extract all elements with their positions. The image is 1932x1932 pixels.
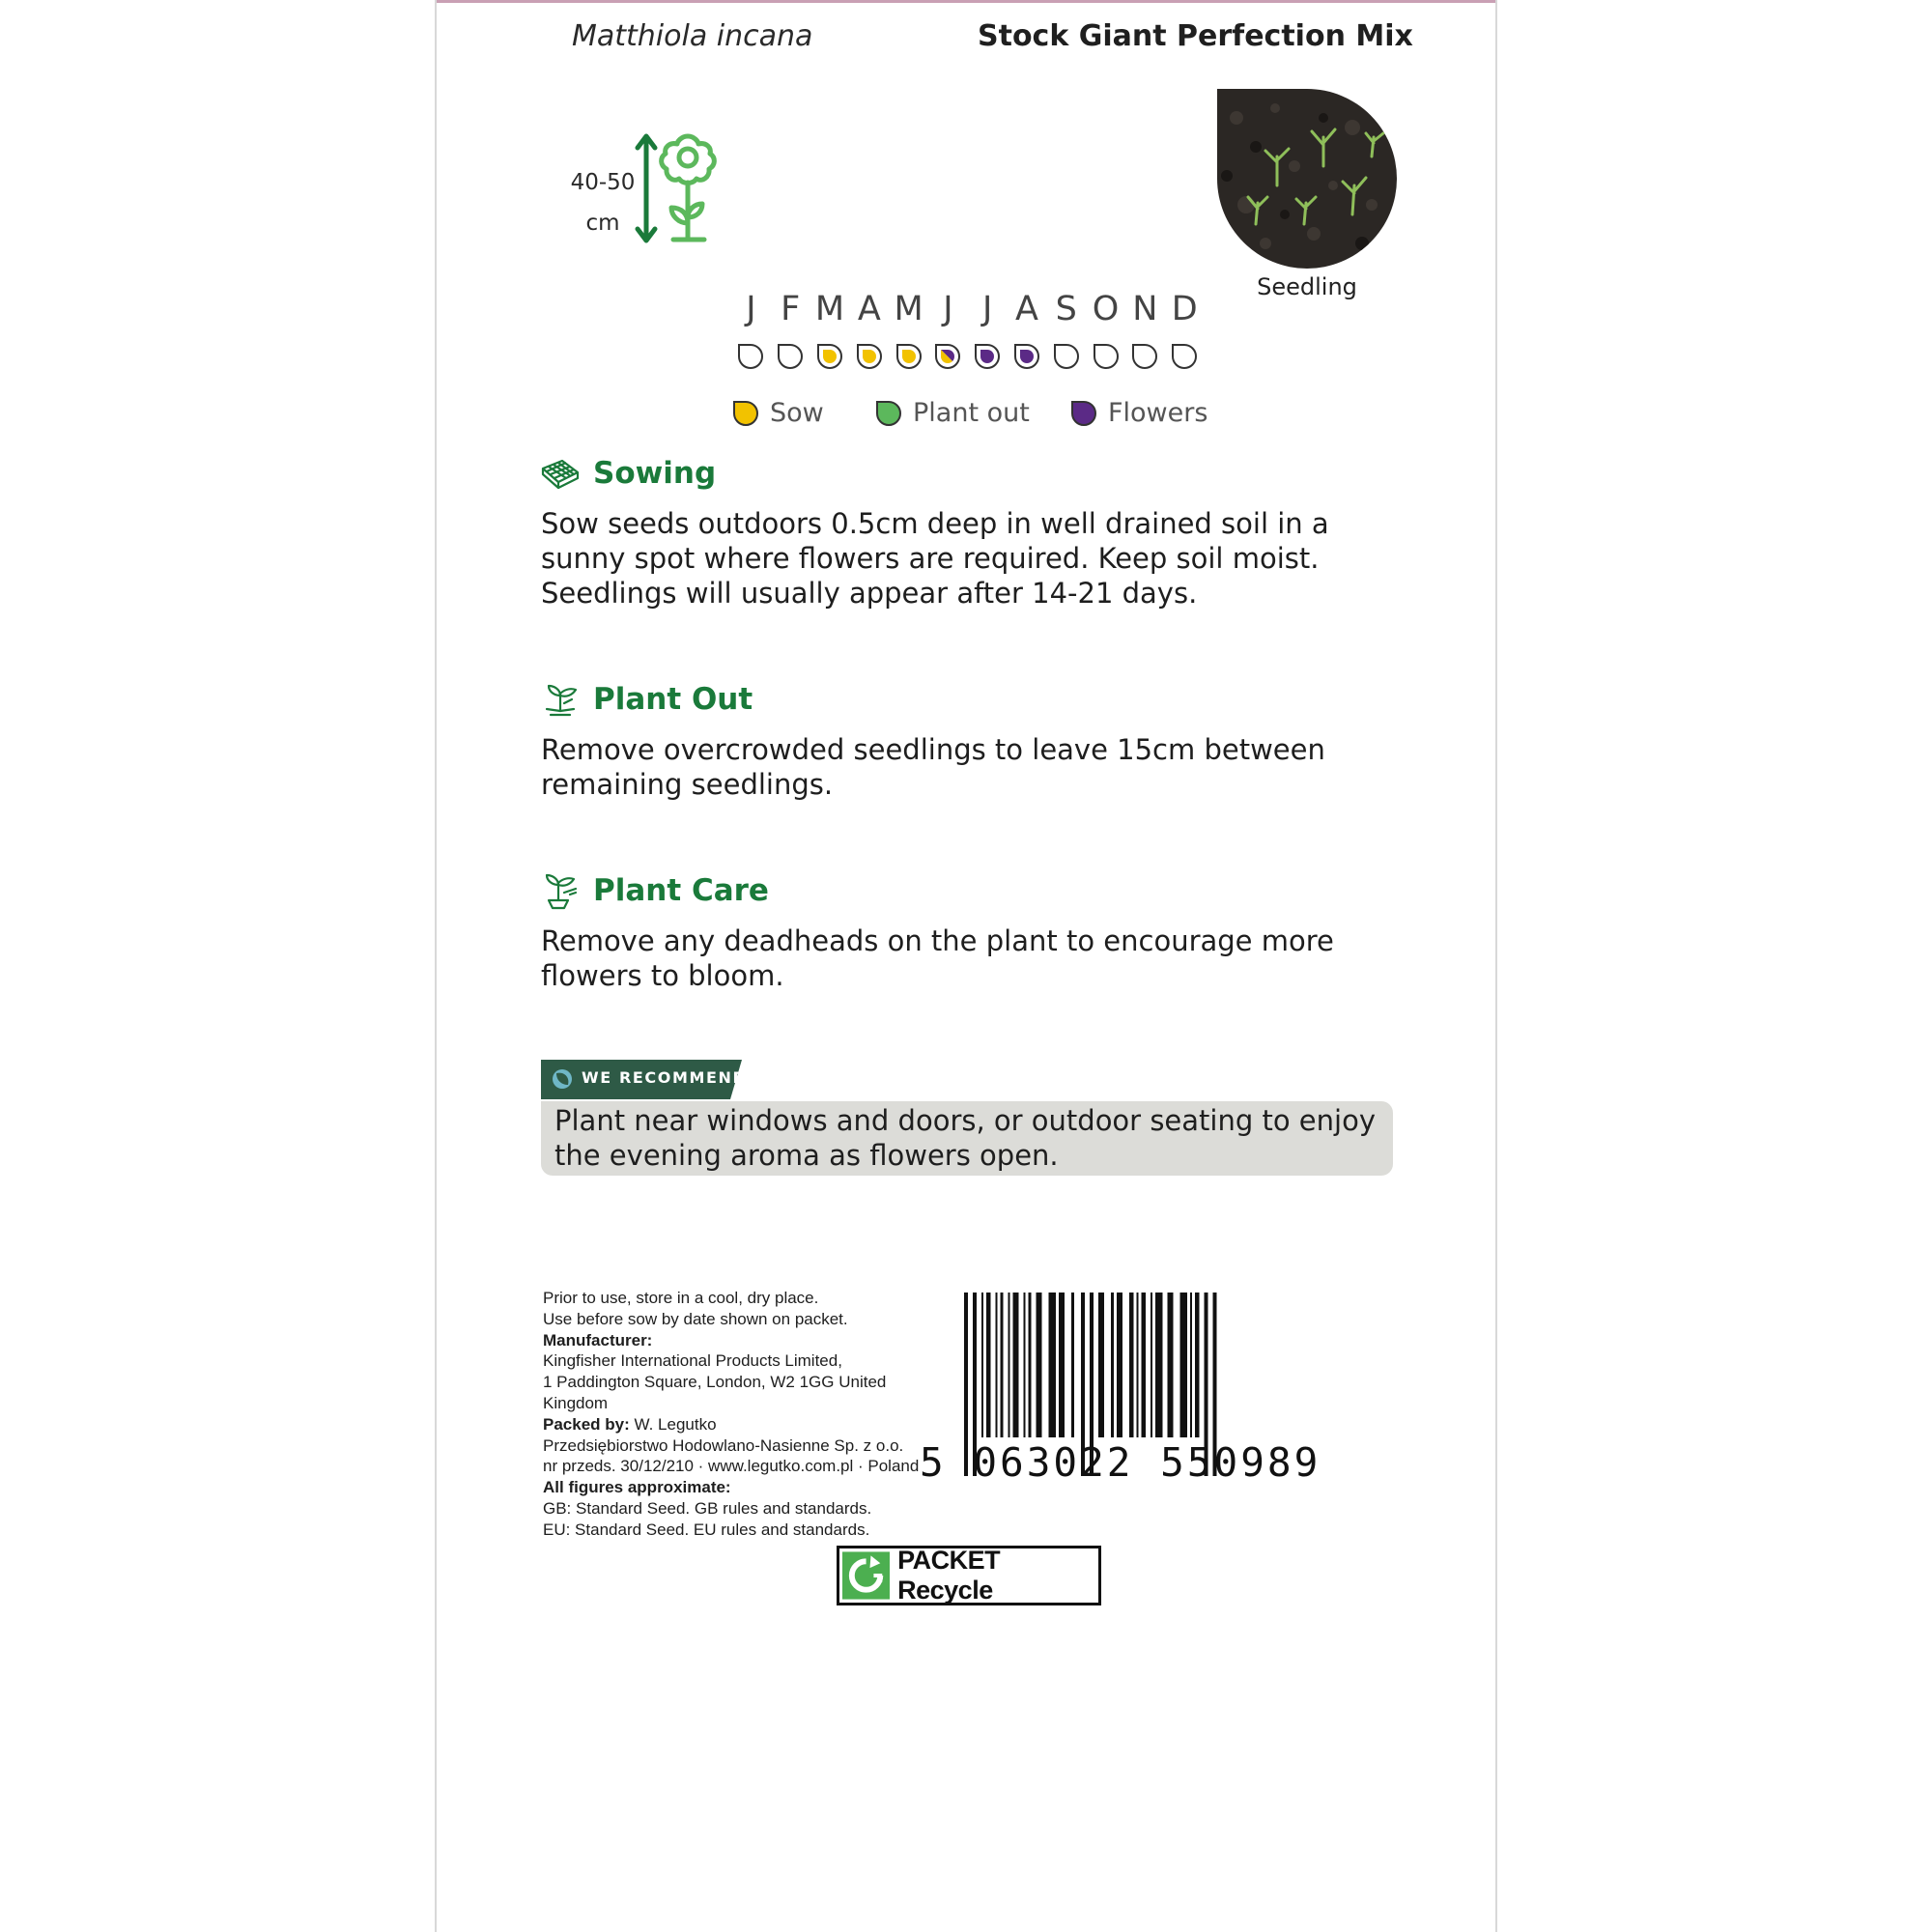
seed-tray-icon (541, 457, 580, 490)
recycle-label: PACKET Recycle (897, 1546, 1001, 1605)
barcode-bar (1180, 1293, 1188, 1437)
plant-care-title: Plant Care (593, 873, 769, 908)
drop-icon (1130, 342, 1159, 371)
sprout-icon (541, 680, 580, 719)
flower-height-icon (635, 130, 731, 246)
calendar-drops (731, 340, 1205, 373)
barcode-bar (1190, 1293, 1192, 1437)
month-label: J (982, 290, 993, 328)
barcode-bar (986, 1293, 991, 1437)
month-drop (849, 340, 889, 373)
sow-drop-icon (731, 399, 760, 428)
month-drop (968, 340, 1008, 373)
seedling-caption: Seedling (1257, 273, 1357, 300)
figures-line-2: EU: Standard Seed. EU rules and standards. (543, 1520, 870, 1539)
month-label: S (1055, 290, 1077, 328)
month-label: A (857, 290, 881, 328)
month-drop (771, 340, 810, 373)
packed-by-line (543, 1414, 929, 1435)
section-plant-care (541, 869, 1410, 993)
barcode-bar (1001, 1293, 1004, 1437)
legend-flowers-label: Flowers (1108, 398, 1208, 428)
packed-by-label: Packed by: (543, 1414, 630, 1434)
barcode-bar (1117, 1293, 1122, 1437)
plant-out-drop-icon (874, 399, 903, 428)
month-drop (1086, 340, 1125, 373)
drop-icon (815, 342, 844, 371)
calendar-months (731, 290, 1205, 328)
month-label: J (943, 290, 953, 328)
month-label: J (746, 290, 756, 328)
drop-icon (895, 342, 923, 371)
barcode-bar (1151, 1293, 1152, 1437)
legend-plant-out-label: Plant out (913, 398, 1030, 428)
manufacturer-label: Manufacturer: (543, 1330, 653, 1350)
month-drop (810, 340, 850, 373)
barcode-bar (1029, 1293, 1032, 1437)
height-unit: cm (585, 211, 620, 236)
legend-plant-out (874, 398, 1030, 428)
month-drop (889, 340, 928, 373)
plant-care-text: Remove any deadheads on the plant to encourage more flowers to bloom. (541, 924, 1334, 992)
manufacturer-line-1: Kingfisher International Products Limited, (543, 1351, 842, 1371)
barcode-bar (996, 1293, 998, 1437)
barcode-bar (1071, 1293, 1074, 1437)
month-drop (1125, 340, 1165, 373)
barcode-bar (1168, 1293, 1174, 1437)
barcode-bar (1155, 1293, 1163, 1437)
barcode-bar (1013, 1293, 1019, 1437)
barcode-bar (1037, 1293, 1042, 1437)
barcode-bar (1142, 1293, 1147, 1437)
month-label: F (781, 290, 801, 328)
figures-line-1: GB: Standard Seed. GB rules and standards. (543, 1498, 872, 1518)
month-drop (928, 340, 968, 373)
barcode-bar (1049, 1293, 1057, 1437)
drop-icon (1092, 342, 1121, 371)
barcode-digits: 5 063022 550989 (920, 1439, 1321, 1486)
barcode-bar (1059, 1293, 1065, 1437)
packed-by-name: W. Legutko (629, 1414, 717, 1434)
packet-top-edge (437, 0, 1495, 3)
product-title: Stock Giant Perfection Mix (978, 19, 1413, 53)
recycle-icon (842, 1551, 890, 1600)
drop-icon (973, 342, 1002, 371)
month-label: O (1092, 290, 1120, 328)
drop-icon (933, 342, 962, 371)
barcode-bar (1009, 1293, 1010, 1437)
drop-icon (1052, 342, 1081, 371)
manufacturer-line-2: 1 Paddington Square, London, W2 1GG United Kingdom (543, 1373, 887, 1412)
plant-out-title: Plant Out (593, 682, 753, 717)
barcode-bar (1024, 1293, 1026, 1437)
month-drop (731, 340, 771, 373)
barcode-bar (981, 1293, 983, 1437)
flowers-drop-icon (1069, 399, 1098, 428)
packer-line-1: Przedsiębiorstwo Hodowlano-Nasienne Sp. z o.o. (543, 1435, 904, 1455)
sowing-title: Sowing (593, 456, 717, 491)
recommend-label: WE RECOMMEND: (582, 1068, 755, 1087)
barcode-bar (1129, 1293, 1134, 1437)
legend-flowers (1069, 398, 1208, 428)
drop-icon (1012, 342, 1041, 371)
month-drop (1008, 340, 1047, 373)
drop-icon (855, 342, 884, 371)
drop-icon (776, 342, 805, 371)
drop-icon (1170, 342, 1199, 371)
storage-line-1: Prior to use, store in a cool, dry place. (543, 1289, 819, 1307)
barcode-bar (1098, 1293, 1104, 1437)
height-value: 40-50 (570, 170, 636, 195)
section-sowing (541, 452, 1410, 611)
month-label: D (1171, 290, 1198, 328)
seedling-photo (1217, 89, 1397, 269)
month-label: M (814, 290, 845, 328)
storage-line-2: Use before sow by date shown on packet. (543, 1309, 848, 1328)
legend-sow (731, 398, 824, 428)
month-label: M (894, 290, 923, 328)
month-label: A (1015, 290, 1038, 328)
barcode-bar (1195, 1293, 1200, 1437)
sowing-calendar (731, 290, 1205, 373)
month-drop (1046, 340, 1086, 373)
figures-label: All figures approximate: (543, 1478, 731, 1497)
barcode-bar (1137, 1293, 1139, 1437)
fine-print (543, 1288, 929, 1541)
recommend-text: Plant near windows and doors, or outdoor seating to enjoy the evening aroma as flowers open. (541, 1101, 1393, 1176)
drop-icon (736, 342, 765, 371)
plant-out-text: Remove overcrowded seedlings to leave 15cm between remaining seedlings. (541, 733, 1325, 801)
height-label (564, 162, 641, 243)
sowing-text: Sow seeds outdoors 0.5cm deep in well drained soil in a sunny spot where flowers are required. Keep soil moist. Seedlings will usually appear after 14-21 days. (541, 507, 1329, 610)
section-plant-out (541, 678, 1410, 802)
legend-sow-label: Sow (770, 398, 824, 428)
packer-line-2: nr przeds. 30/12/210 · www.legutko.com.pl · Poland (543, 1457, 920, 1476)
month-drop (1165, 340, 1205, 373)
seed-packet-back (435, 0, 1497, 1932)
month-label: N (1132, 290, 1158, 328)
plant-care-icon (541, 871, 580, 910)
packet-recycle-badge (837, 1546, 1101, 1605)
barcode-bar (1111, 1293, 1114, 1437)
latin-name: Matthiola incana (572, 19, 813, 53)
